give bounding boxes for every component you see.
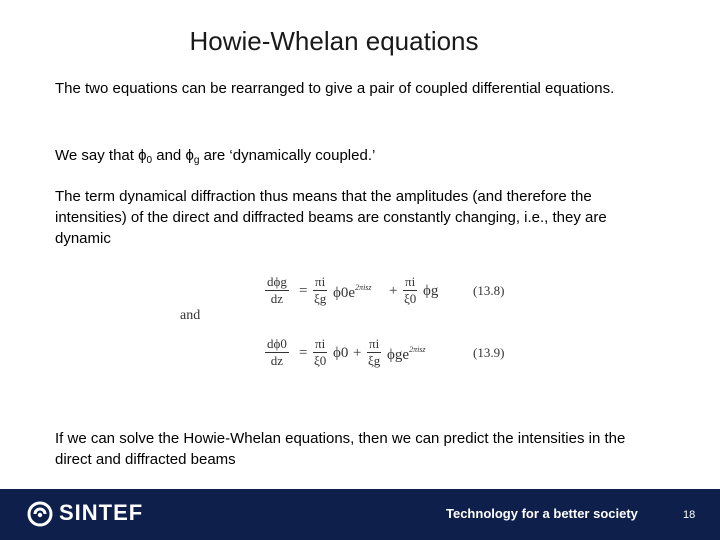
eq2-t1-fraction — [313, 336, 327, 369]
eq1-t2-den: ξ0 — [403, 291, 417, 306]
eq1-equals: = — [299, 283, 308, 299]
equations-image — [175, 272, 505, 382]
eq2-t1-num: πi — [315, 336, 326, 351]
eq2-t2-exponent: 2πisz — [409, 345, 426, 354]
eq1-t1-exponent: 2πisz — [355, 283, 372, 292]
eq2-t2-fraction — [367, 336, 381, 369]
p2-middle: and — [152, 147, 186, 164]
paragraph-dynamical-diffraction: The term dynamical diffraction thus means that the amplitudes (and therefore the intensities) of the direct and diffracted beams are constantly changing, i.e., they are dynamic — [55, 188, 607, 247]
slide-title: Howie-Whelan equations — [189, 26, 479, 56]
eq1-number: (13.8) — [473, 283, 505, 298]
eq2-t1-den: ξ0 — [313, 353, 327, 368]
eq1-t2-fraction — [403, 274, 417, 307]
eq1-t1-num: πi — [315, 274, 326, 289]
eq2-lhs-fraction — [265, 336, 289, 369]
phi-symbol: ϕ — [185, 147, 194, 164]
eq1-plus: + — [389, 283, 398, 299]
phi-symbol: ϕ — [138, 147, 147, 164]
eq1-t1-fraction — [313, 274, 327, 307]
eq1-t2-num: πi — [405, 274, 416, 289]
eq2-t2-term — [387, 345, 426, 364]
page-number: 18 — [683, 509, 696, 521]
eq1-lhs-den: dz — [270, 291, 284, 306]
eq2-plus: + — [353, 345, 362, 361]
eq2-equals: = — [299, 345, 308, 361]
eq1-t1-den: ξg — [313, 291, 327, 306]
eq1-t1-term — [333, 283, 372, 302]
eq1-t1-var: ϕ0e — [333, 285, 356, 301]
eq2-t1-var: ϕ0 — [333, 345, 349, 361]
eq1-t2-var: ϕg — [423, 283, 439, 299]
p2-prefix: We say that — [55, 147, 139, 164]
eq2-t2-var: ϕge — [387, 347, 410, 363]
footer-bar — [0, 489, 720, 540]
paragraph-rearranged: The two equations can be rearranged to give a pair of coupled differential equations. — [55, 80, 615, 97]
sintef-swirl-icon — [27, 501, 53, 527]
subscript-zero: 0 — [146, 155, 153, 166]
eq2-t2-num: πi — [369, 336, 380, 351]
p2-suffix: are ‘dynamically coupled.’ — [199, 147, 376, 164]
sintef-logo-text: SINTEF — [59, 500, 144, 525]
eq2-lhs-den: dz — [270, 353, 284, 368]
subscript-g: g — [193, 155, 200, 166]
eq2-t2-den: ξg — [367, 353, 381, 368]
paragraph-solve-equations: If we can solve the Howie-Whelan equations, then we can predict the intensities in the direct and diffracted beams — [55, 430, 626, 468]
eq2-number: (13.9) — [473, 345, 505, 360]
and-label: and — [180, 308, 201, 323]
eq1-lhs-fraction — [265, 274, 289, 307]
footer-tagline: Technology for a better society — [446, 506, 638, 521]
paragraph-dynamically-coupled — [55, 145, 665, 166]
eq1-lhs-num: dϕg — [267, 274, 287, 289]
eq2-lhs-num: dϕ0 — [267, 336, 287, 351]
